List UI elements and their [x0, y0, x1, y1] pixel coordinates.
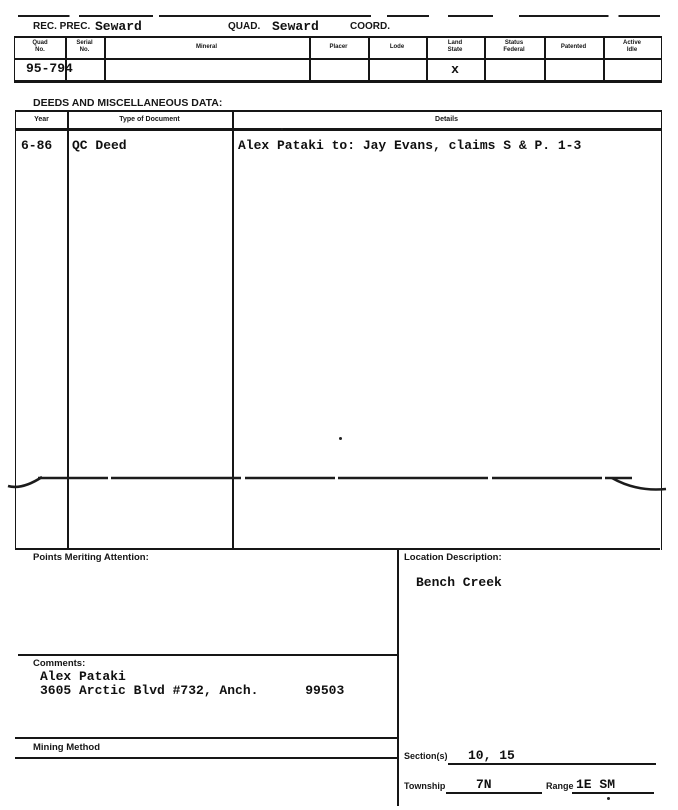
- mining-method-top-rule: [15, 737, 398, 739]
- deed-details: Alex Pataki to: Jay Evans, claims S & P. 1-3: [238, 138, 582, 153]
- column-divider: [397, 548, 399, 806]
- col-header-line: Land: [447, 40, 463, 46]
- col-header-land-state: [426, 40, 484, 54]
- coord-label: COORD.: [350, 21, 390, 32]
- col-header-line: Status: [504, 40, 524, 46]
- col-header-quad-no: [15, 40, 65, 54]
- range-value: 1E SM: [576, 777, 616, 792]
- sections-value: 10, 15: [468, 748, 515, 763]
- deed-year: 6-86: [21, 138, 53, 153]
- township-label: Township: [404, 781, 446, 791]
- col-header-line: Active: [622, 40, 641, 46]
- land-state-mark: x: [451, 62, 459, 77]
- mining-method-label: Mining Method: [33, 742, 101, 753]
- col-header-mineral: [104, 44, 309, 51]
- deeds-section-title: DEEDS AND MISCELLANEOUS DATA:: [33, 97, 222, 112]
- col-header-line: Idle: [626, 47, 638, 54]
- range-label: Range: [546, 781, 574, 791]
- quad-label: QUAD.: [228, 21, 261, 32]
- scan-speck: [339, 437, 342, 440]
- rec-prec-value: Seward: [95, 19, 142, 34]
- header-separator: [16, 128, 661, 131]
- col-header-status-federal: [484, 40, 544, 54]
- sections-blank-line: [448, 763, 656, 765]
- points-meriting-attention-label: Points Meriting Attention:: [33, 552, 149, 563]
- rec-prec-label: REC. PREC.: [33, 21, 91, 32]
- col-header-line: Serial: [76, 40, 93, 46]
- col-header-line: Lode: [389, 44, 405, 50]
- scan-speck: [607, 797, 610, 800]
- quad-value: Seward: [272, 19, 319, 34]
- sections-label: Section(s): [404, 751, 448, 761]
- section-divider: [15, 548, 660, 550]
- col-header-type-of-document: Type of Document: [119, 116, 180, 123]
- col-header-line: No.: [35, 47, 45, 54]
- comments-line-1: Alex Pataki: [40, 669, 126, 684]
- range-blank-line: [572, 792, 654, 794]
- location-description-value: Bench Creek: [416, 575, 502, 590]
- township-blank-line: [446, 792, 542, 794]
- location-description-label: Location Description:: [404, 552, 502, 563]
- col-header-details: Details: [435, 116, 458, 123]
- col-header-line: Quad: [32, 40, 48, 46]
- header-separator: [15, 58, 661, 60]
- col-header-serial-no: [65, 40, 104, 54]
- col-header-placer: [309, 44, 368, 51]
- claim-status-table: [14, 36, 662, 83]
- col-header-line: Mineral: [195, 44, 217, 50]
- township-value: 7N: [476, 777, 492, 792]
- col-header-patented: [544, 44, 603, 51]
- col-header-lode: [368, 44, 426, 51]
- comments-line-2: 3605 Arctic Blvd #732, Anch. 99503: [40, 683, 345, 698]
- col-header-active-idle: [603, 40, 661, 54]
- comments-top-rule: [18, 654, 398, 656]
- fold-line: [0, 466, 678, 500]
- col-header-line: Placer: [329, 44, 348, 50]
- col-header-year: Year: [34, 116, 49, 123]
- col-header-line: Federal: [503, 47, 525, 54]
- claim-number-value: 95-794: [26, 61, 73, 76]
- scan-speck: [281, 128, 283, 130]
- comments-label: Comments:: [33, 658, 86, 669]
- col-header-line: State: [447, 47, 463, 54]
- deed-type: QC Deed: [72, 138, 127, 153]
- mining-method-bottom-rule: [15, 757, 398, 759]
- col-header-line: Patented: [560, 44, 587, 50]
- torn-top-edge: [18, 15, 660, 17]
- col-header-line: No.: [79, 47, 90, 54]
